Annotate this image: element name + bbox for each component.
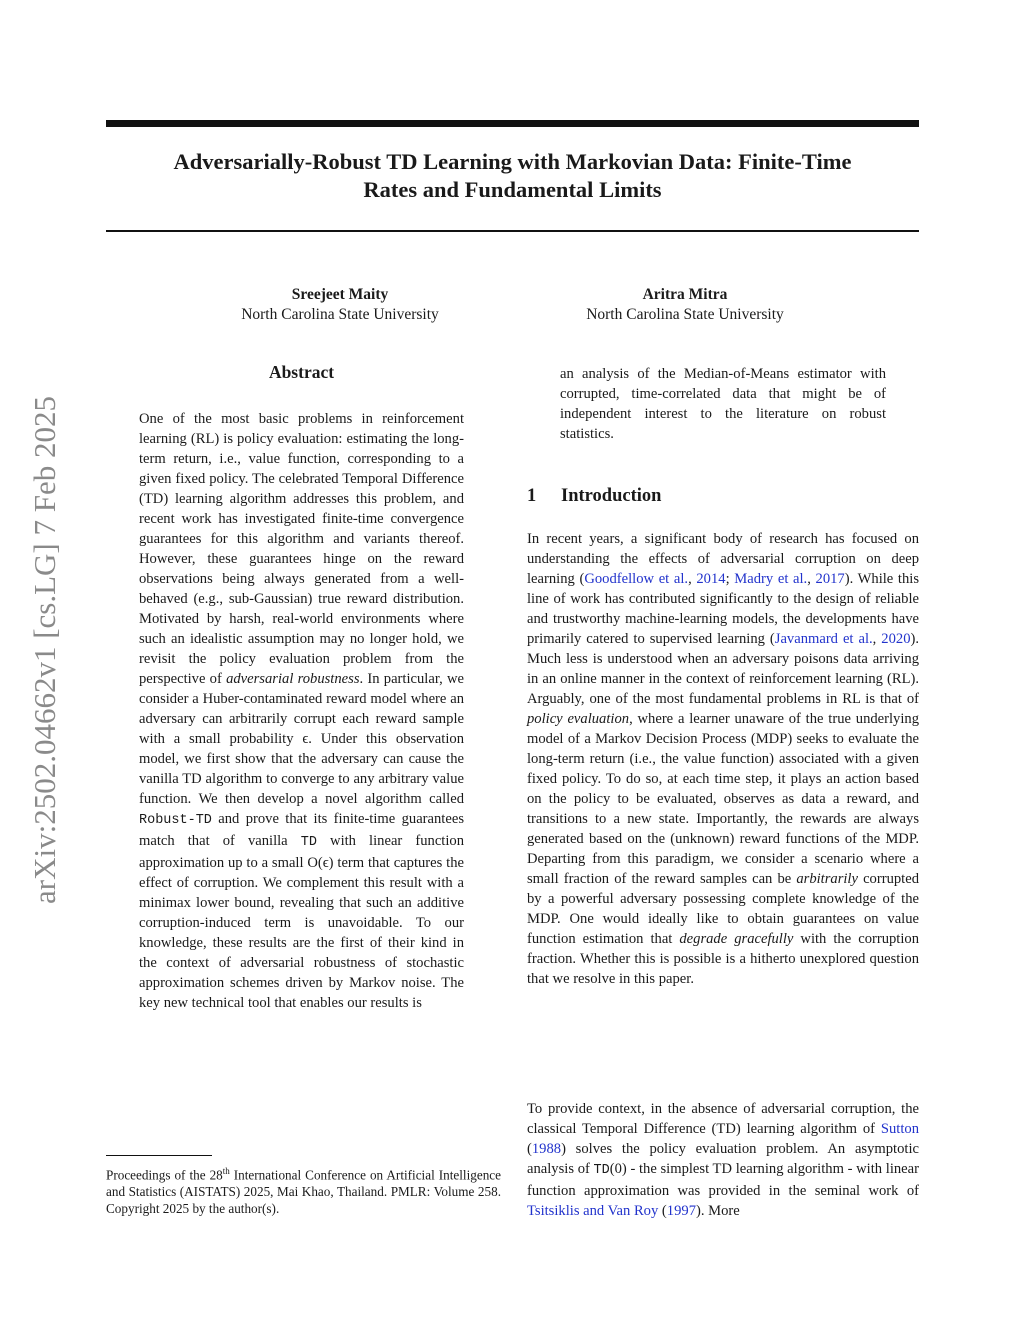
citation-year-link[interactable]: 1997 xyxy=(666,1203,696,1219)
citation-year-link[interactable]: 2014 xyxy=(696,571,726,587)
section-heading xyxy=(527,486,661,507)
footnote: Proceedings of the 28th International Conference on Artificial Intelligence and Statistics (AISTATS) 2025, Mai Khao, Thailand. PMLR: Volume 258. Copyright 2025 by the author(s). xyxy=(106,1166,501,1217)
citation-link[interactable]: Javanmard et al. xyxy=(774,631,873,647)
citation-link[interactable]: Sutton xyxy=(880,1121,919,1137)
citation-link[interactable]: Goodfellow et al. xyxy=(584,571,689,587)
title-line-1: Adversarially-Robust TD Learning with Markovian Data: Finite-Time xyxy=(173,149,852,174)
citation-year-link[interactable]: 2017 xyxy=(815,571,845,587)
author-block-2 xyxy=(535,285,835,325)
abstract-continuation: an analysis of the Median-of-Means estimator with corrupted, time-correlated data that might be of independent interest to the literature on robust statistics. xyxy=(560,366,886,442)
arxiv-identifier: arXiv:2502.04662v1 [cs.LG] 7 Feb 2025 xyxy=(27,396,62,904)
footnote-rule xyxy=(106,1155,212,1156)
intro-paragraph-1: In recent years, a significant body of research has focused on understanding the effects of adversarial corruption on deep learning (Goodfellow et al., 2014; Madry et al., 2017). While this line of work has contributed significantly to the design of reliable and trustworthy machine-learning models, the developments have primarily catered to supervised learning (Javanmard et al., 2020). Much less is understood when an adversary poisons data arriving in an online manner in the context of reinforcement learning (RL). Arguably, one of the most fundamental problems in RL is that of policy evaluation, where a learner unaware of the true underlying model of a Markov Decision Process (MDP) seeks to evaluate the long-term return (i.e., the value function) associated with a given fixed policy. To do so, at each time step, it plays an action based on the policy to be evaluated, observes as data a reward, and transitions to a new state. Importantly, the rewards are always generated based on the (unknown) reward functions of the MDP. Departing from this paradigm, we consider a scenario where a small fraction of the reward samples can be arbitrarily corrupted by a powerful adversary possessing complete knowledge of the MDP. One would ideally like to obtain guarantees on value function estimation that degrade gracefully with the corruption fraction. Whether this is possible is a hitherto unexplored question that we resolve in this paper. xyxy=(527,531,920,987)
author-affiliation: North Carolina State University xyxy=(241,306,439,323)
citation-link[interactable]: Tsitsiklis and Van Roy xyxy=(527,1203,659,1219)
paper-title xyxy=(106,148,919,204)
section-title: Introduction xyxy=(561,486,662,506)
author-block-1 xyxy=(190,285,490,325)
title-bottom-rule xyxy=(106,230,919,232)
title-line-2: Rates and Fundamental Limits xyxy=(363,177,662,202)
abstract-heading: Abstract xyxy=(268,362,335,382)
citation-link[interactable]: Madry et al. xyxy=(734,571,808,587)
abstract-text: One of the most basic problems in reinforcement learning (RL) is policy evaluation: estimating the long-term return, i.e., value function, corresponding to a given fixed policy. The celebrated Temporal Difference (TD) learning algorithm addresses this problem, and recent work has investigated finite-time convergence guarantees for this algorithm and variants thereof. However, these guarantees hinge on the reward observations being always generated from a well-behaved (e.g., sub-Gaussian) true reward distribution. Motivated by harsh, real-world environments where such an idealistic assumption may no longer hold, we revisit the policy evaluation problem from the perspective of adversarial robustness. In particular, we consider a Huber-contaminated reward model where an adversary can arbitrarily corrupt each reward sample with a small probability ϵ. Under this observation model, we first show that the adversary can cause the vanilla TD algorithm to converge to any arbitrary value function. We then develop a novel algorithm called Robust-TD and prove that its finite-time guarantees match that of vanilla TD with linear function approximation up to a small O(ϵ) term that captures the effect of corruption. We complement this result with a minimax lower bound, revealing that such an additive corruption-induced term is unavoidable. To our knowledge, these results are the first of their kind in the context of adversarial robustness of stochastic approximation schemes driven by Markov noise. The key new technical tool that enables our results is xyxy=(139,411,464,1011)
author-name: Aritra Mitra xyxy=(642,286,728,303)
intro-paragraph-2: To provide context, in the absence of adversarial corruption, the classical Temporal Difference (TD) learning algorithm of Sutton (1988) solves the policy evaluation problem. An asymptotic analysis of TD(0) - the simplest TD learning algorithm - with linear function approximation was provided in the seminal work of Tsitsiklis and Van Roy (1997). More xyxy=(527,1101,919,1219)
author-affiliation: North Carolina State University xyxy=(586,306,784,323)
title-top-rule xyxy=(106,120,919,127)
citation-year-link[interactable]: 1988 xyxy=(531,1141,562,1157)
citation-year-link[interactable]: 2020 xyxy=(881,631,911,647)
author-name: Sreejeet Maity xyxy=(291,286,389,303)
section-number: 1 xyxy=(527,486,537,506)
